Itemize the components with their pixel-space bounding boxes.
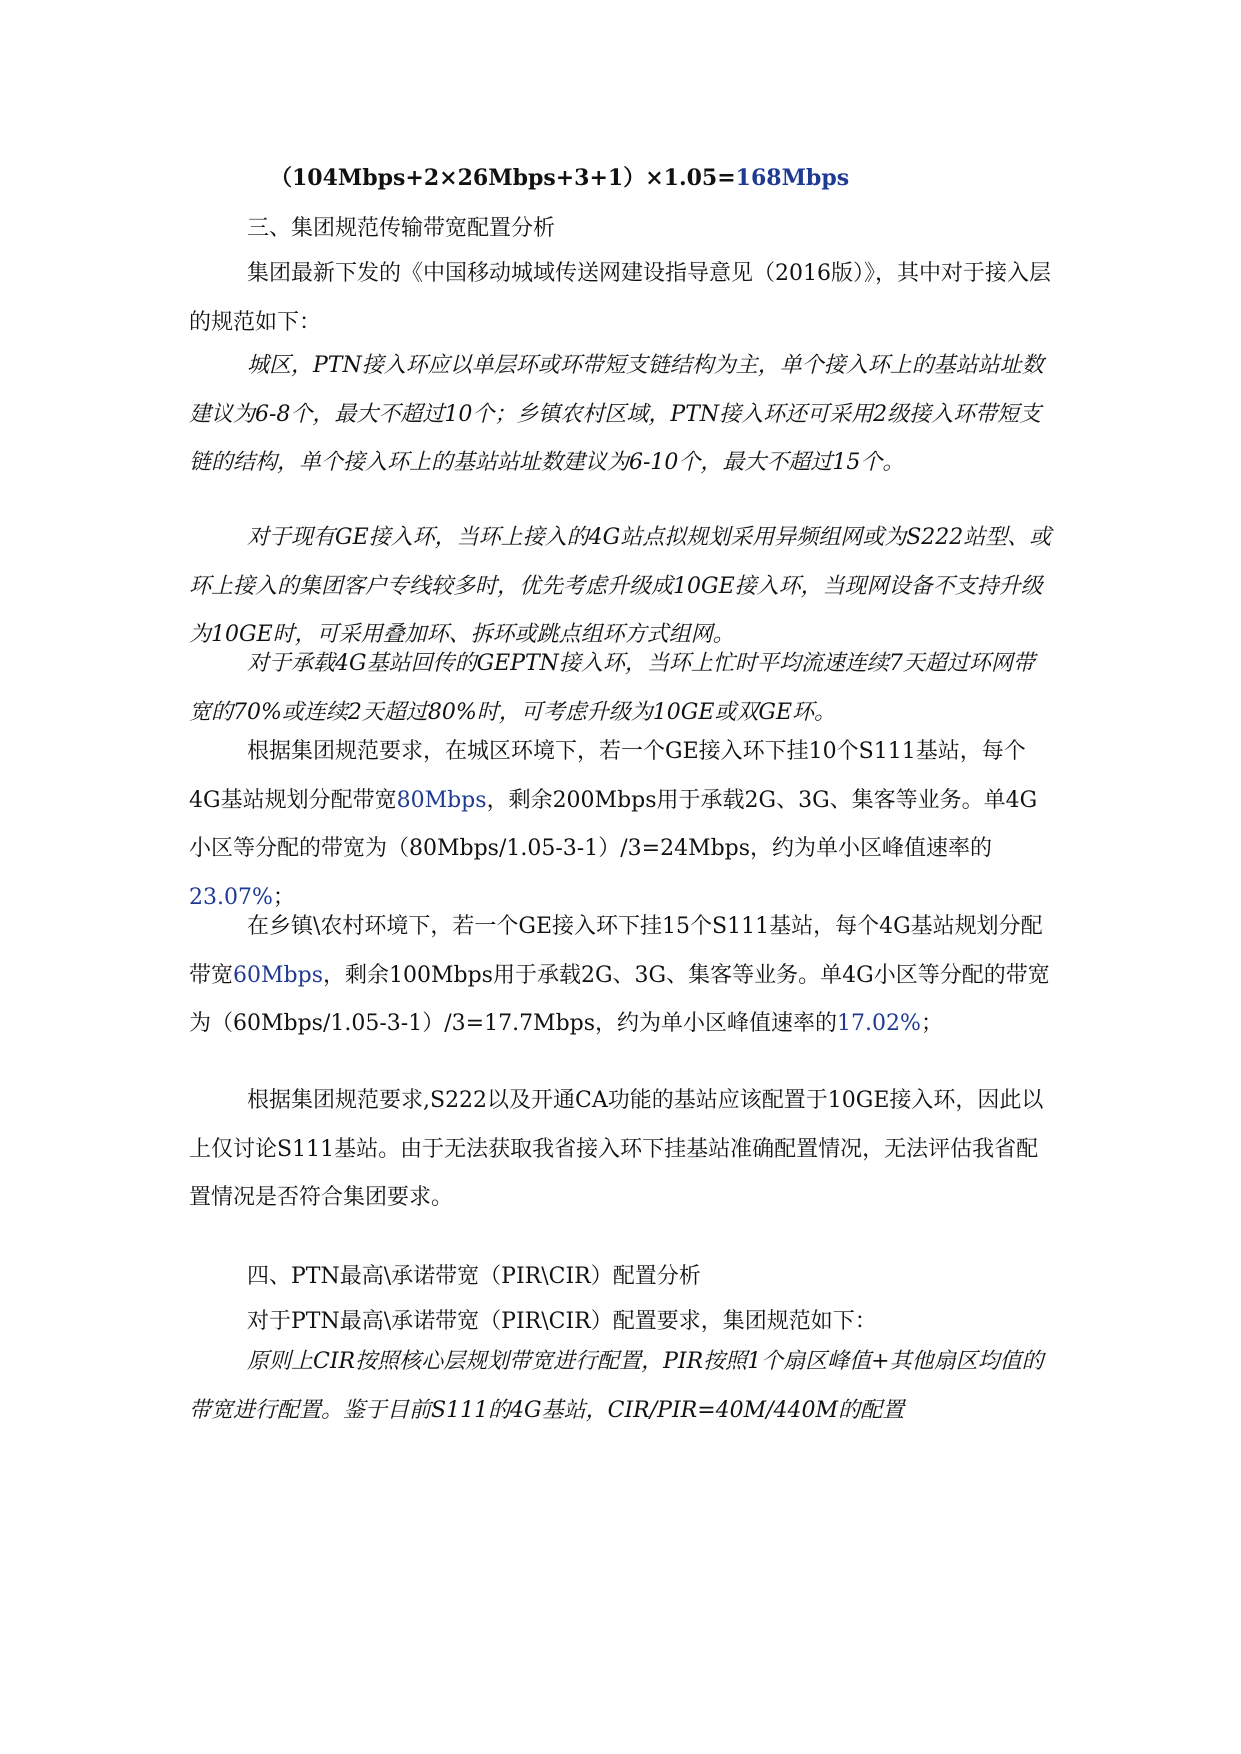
rural-percentage: 17.02% xyxy=(837,1011,921,1037)
formula-result: 168Mbps xyxy=(735,165,850,191)
section-3-intro: 集团最新下发的《中国移动城域传送网建设指导意见（2016版）》，其中对于接入层的规范如下： xyxy=(189,261,1051,335)
rural-text-c: ； xyxy=(920,1011,943,1037)
quote-traffic-threshold: 对于承载4G基站回传的GEPTN接入环，当环上忙时平均流速连续7天超过环网带宽的70%或连续2天超过80%时，可考虑升级为10GE或双GE环。 xyxy=(189,651,1035,725)
bandwidth-formula xyxy=(270,154,849,202)
paragraph-rural-bandwidth xyxy=(189,903,1055,1049)
urban-bandwidth-value: 80Mbps xyxy=(396,787,487,813)
rural-text-a: 在乡镇\农村环境下，若一个GE接入环下挂15个S111基站，每个4G基站规划分配带宽 xyxy=(189,914,1043,988)
rural-text-b: ，剩余100Mbps用于承载2G、3G、集客等业务。单4G小区等分配的带宽为（60Mbps/1.05-3-1）/3=17.7Mbps，约为单小区峰值速率的 xyxy=(189,962,1050,1037)
section-4-heading: 四、PTN最高\承诺带宽（PIR\CIR）配置分析 xyxy=(247,1264,701,1289)
urban-percentage: 23.07% xyxy=(189,884,273,910)
paragraph-urban-bandwidth xyxy=(189,728,1055,922)
urban-text-a: 根据集团规范要求，在城区环境下，若一个GE接入环下挂10个S111基站，每个4G基站规划分配带宽 xyxy=(189,739,1026,813)
urban-text-c: ； xyxy=(272,884,295,910)
paragraph-section-3-conclusion: 根据集团规范要求,S222以及开通CA功能的基站应该配置于10GE接入环，因此以上仅讨论S111基站。由于无法获取我省接入环下挂基站准确配置情况，无法评估我省配置情况是否符合集团要求。 xyxy=(189,1088,1044,1211)
section-3-heading: 三、集团规范传输带宽配置分析 xyxy=(247,216,556,241)
section-4-intro: 对于PTN最高\承诺带宽（PIR\CIR）配置要求，集团规范如下： xyxy=(247,1309,877,1334)
quote-access-ring-structure: 城区，PTN接入环应以单层环或环带短支链结构为主，单个接入环上的基站站址数建议为6-8个，最大不超过10个；乡镇农村区域，PTN接入环还可采用2级接入环带短支链的结构，单个接入环上的基站站址数建议为6-10个，最大不超过15个。 xyxy=(189,353,1044,476)
quote-cir-pir-principle: 原则上CIR按照核心层规划带宽进行配置，PIR按照1个扇区峰值+其他扇区均值的带宽进行配置。鉴于目前S111的4G基站，CIR/PIR=40M/440M的配置 xyxy=(189,1349,1044,1423)
rural-bandwidth-value: 60Mbps xyxy=(233,962,323,988)
quote-ge-ring-upgrade: 对于现有GE接入环，当环上接入的4G站点拟规划采用异频组网或为S222站型、或环上接入的集团客户专线较多时，优先考虑升级成10GE接入环，当现网设备不支持升级为10GE时，可采用叠加环、拆环或跳点组环方式组网。 xyxy=(189,525,1052,648)
formula-expression: （104Mbps+2×26Mbps+3+1）×1.05= xyxy=(270,165,736,191)
urban-text-b: ，剩余200Mbps用于承载2G、3G、集客等业务。单4G小区等分配的带宽为（80Mbps/1.05-3-1）/3=24Mbps，约为单小区峰值速率的 xyxy=(189,787,1038,862)
